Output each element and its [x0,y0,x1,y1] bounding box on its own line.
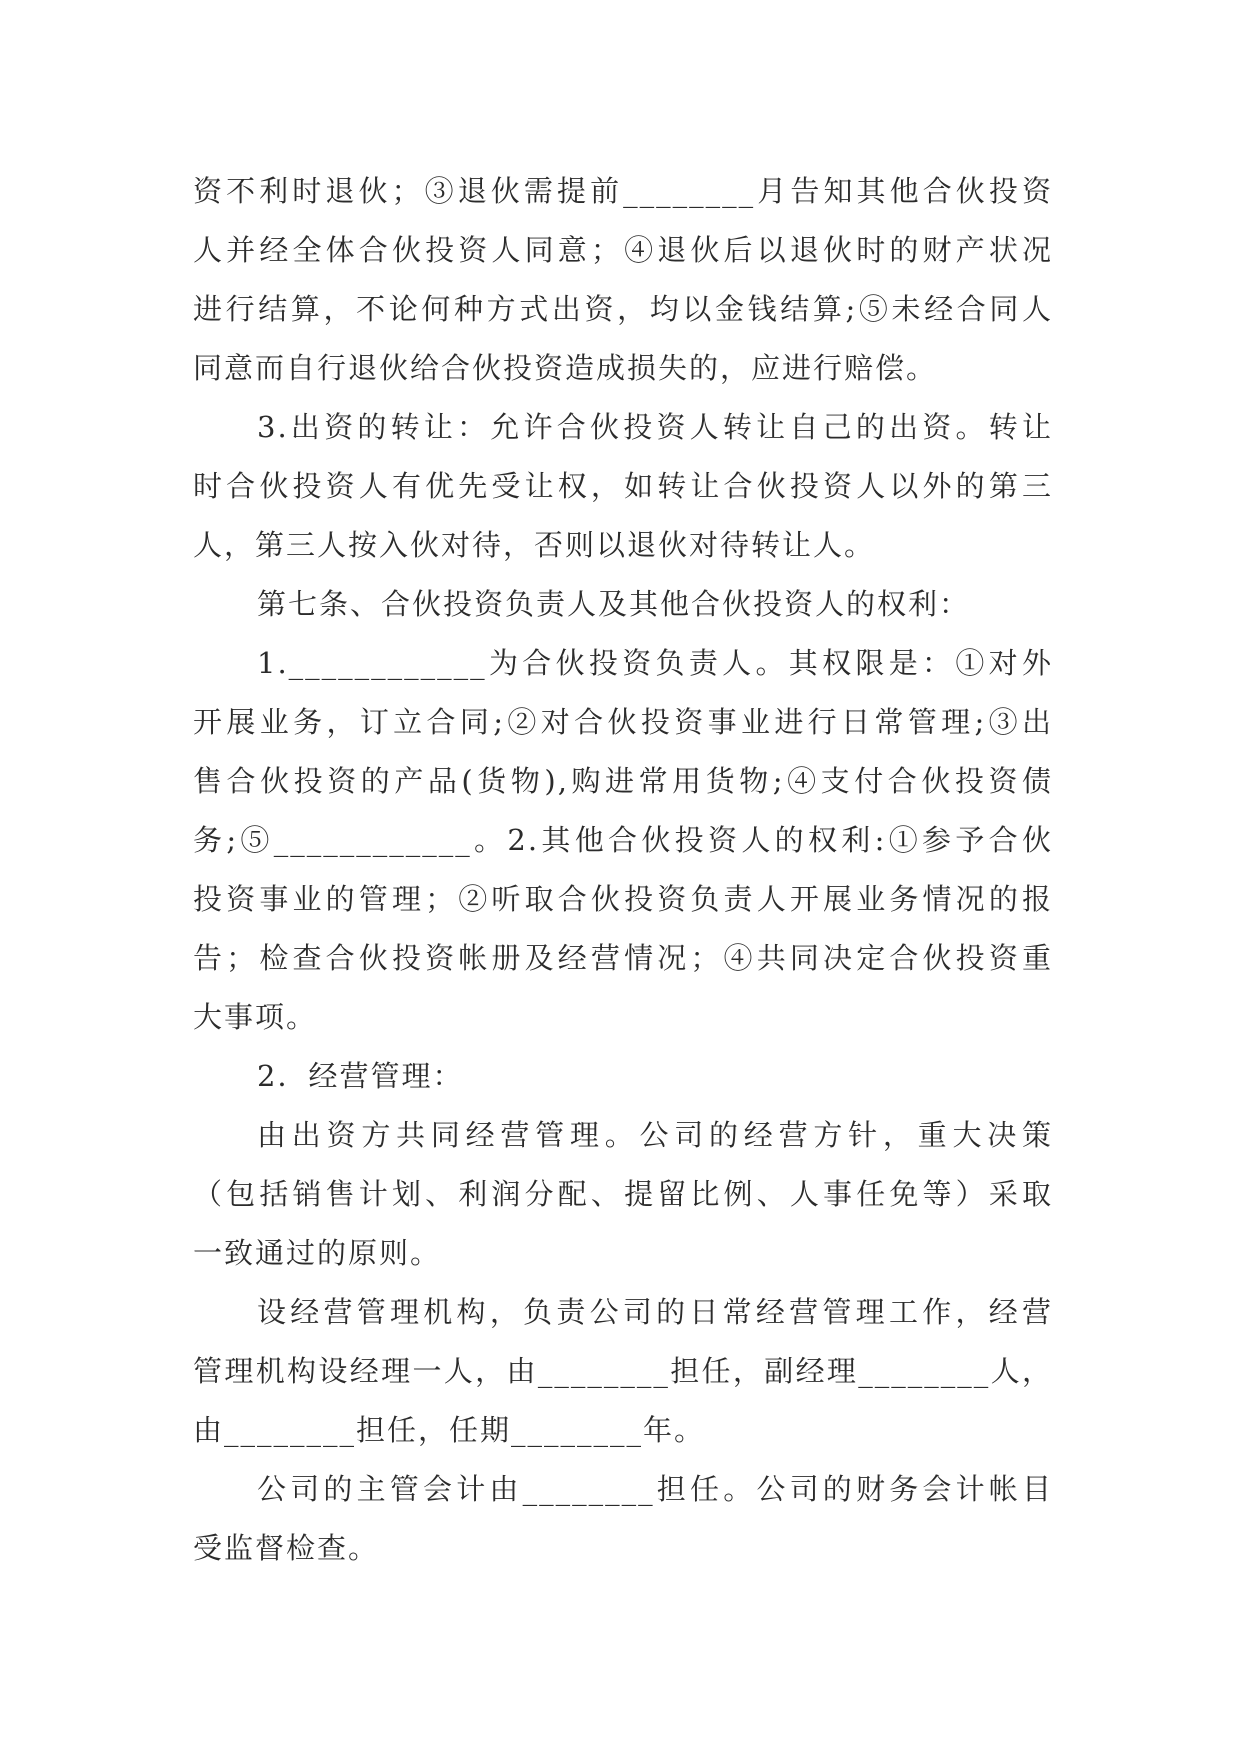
text-line: 公司的主管会计由________担任。公司的财务会计帐目 [257,1472,1053,1506]
text-line: 进行结算，不论何种方式出资，均以金钱结算;⑤未经合同人 [193,292,1053,326]
text-line: 同意而自行退伙给合伙投资造成损失的，应进行赔偿。 [193,351,938,385]
text-line: 售合伙投资的产品(货物),购进常用货物;④支付合伙投资债 [193,764,1053,798]
text-line: 设经营管理机构，负责公司的日常经营管理工作，经营 [257,1295,1053,1329]
document-body [193,162,1053,1578]
text-line: 大事项。 [193,1000,318,1034]
text-line: 3.出资的转让：允许合伙投资人转让自己的出资。转让 [257,410,1053,444]
text-line: 1.____________为合伙投资负责人。其权限是：①对外 [257,646,1053,680]
text-line: 一致通过的原则。 [193,1236,442,1270]
text-line: 务;⑤____________。2.其他合伙投资人的权利:①参予合伙 [193,823,1053,857]
text-line: 由出资方共同经营管理。公司的经营方针，重大决策 [257,1118,1053,1152]
section-heading: 第七条、合伙投资负责人及其他合伙投资人的权利： [257,587,971,621]
text-line: 由________担任，任期________年。 [193,1413,706,1447]
text-line: 时合伙投资人有优先受让权，如转让合伙投资人以外的第三 [193,469,1053,503]
text-line: 投资事业的管理；②听取合伙投资负责人开展业务情况的报 [193,882,1053,916]
text-line: （包括销售计划、利润分配、提留比例、人事任免等）采取 [193,1177,1053,1211]
text-line: 开展业务，订立合同;②对合伙投资事业进行日常管理;③出 [193,705,1053,739]
section-heading: 2．经营管理： [257,1059,464,1093]
text-line: 人，第三人按入伙对待，否则以退伙对待转让人。 [193,528,876,562]
text-line: 受监督检查。 [193,1531,380,1565]
text-line: 告；检查合伙投资帐册及经营情况；④共同决定合伙投资重 [193,941,1053,975]
text-line: 人并经全体合伙投资人同意；④退伙后以退伙时的财产状况 [193,233,1053,267]
text-line: 管理机构设经理一人，由________担任，副经理________人， [193,1354,1053,1388]
text-line: 资不利时退伙；③退伙需提前________月告知其他合伙投资 [193,174,1053,208]
